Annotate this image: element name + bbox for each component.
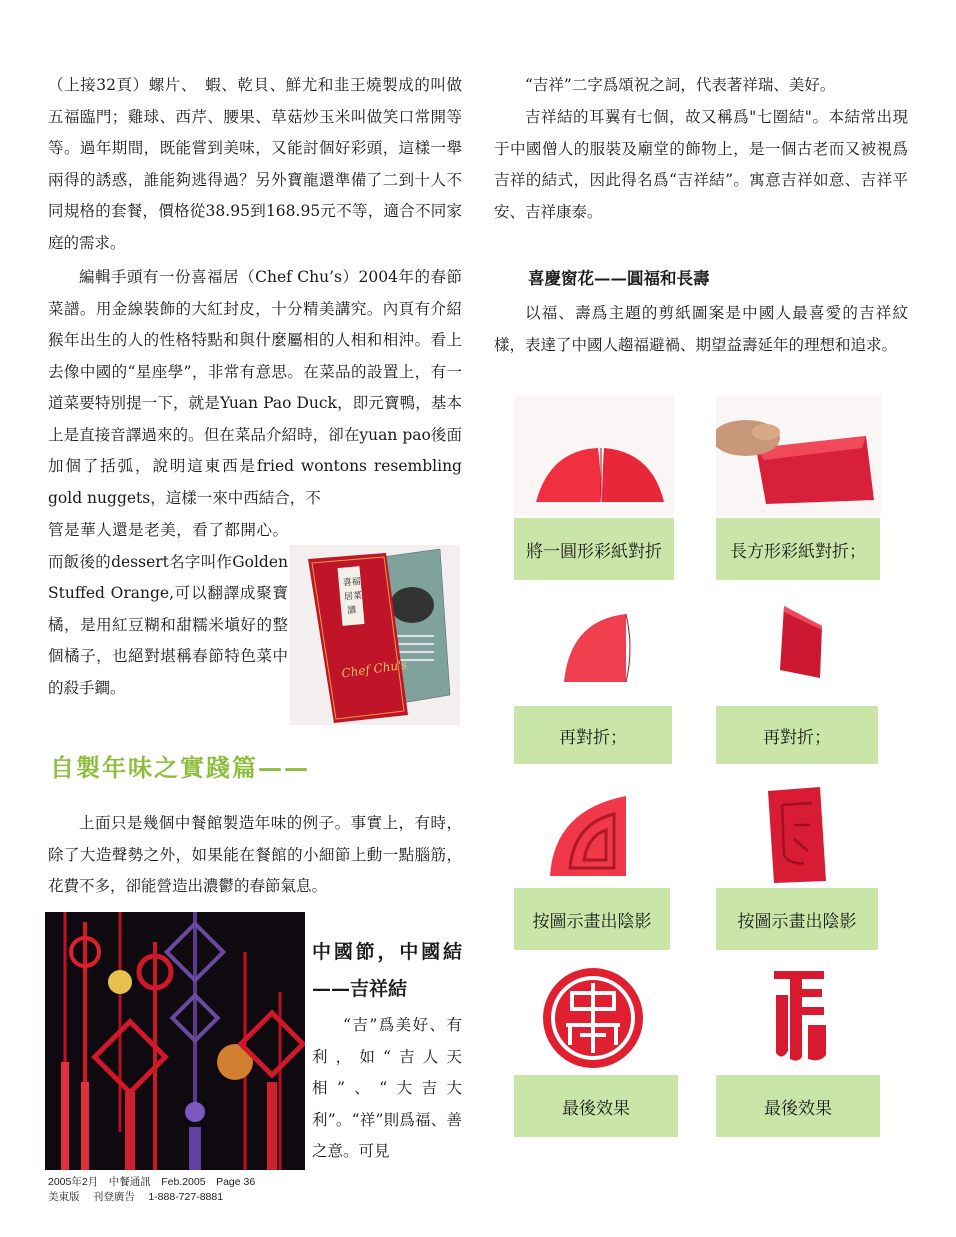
practice-paragraph: 上面只是幾個中餐館製造年味的例子。事實上，有時，除了大造聲勢之外，如果能在餐館的小細節上動一點腦筋，花費不多，卻能營造出濃鬱的春節氣息。 <box>48 814 462 895</box>
knot-paragraph: “吉”爲美好、有利，如“吉人天相”、“大吉大利”。“祥”則爲福、善之意。可見 <box>312 1016 462 1160</box>
page-footer <box>48 1175 255 1205</box>
step2-left-image <box>560 608 660 688</box>
step1-left-image <box>530 440 670 510</box>
step1-left-caption: 將一圓形彩紙對折 <box>514 518 674 580</box>
menu-paragraph-wrap: 管是華人還是老美，看了都開心。而飯後的dessert名字叫作Golden Stuffed Orange,可以翻譯成聚寶橘，是用紅豆糊和甜糯米塡好的整個橘子，也絕對堪稱春節特色菜中的殺手鐧。 <box>48 521 288 697</box>
step4-right-caption: 最後效果 <box>716 1075 880 1137</box>
menu-cover-title: 喜福 <box>342 577 362 589</box>
section-title: 自製年味之實踐篇—— <box>50 753 310 782</box>
step2-right-caption: 再對折； <box>716 706 878 764</box>
step3-left-caption: 按圖示畫出陰影 <box>514 888 670 950</box>
chinese-knots-photo <box>45 912 305 1170</box>
auspicious-paragraph: “吉祥”二字爲頌祝之詞，代表著祥瑞、美好。 <box>525 76 836 94</box>
step3-right-caption: 按圖示畫出陰影 <box>716 888 878 950</box>
papercut-paragraph: 以福、壽爲主題的剪紙圖案是中國人最喜愛的吉祥紋樣，表達了中國人趨福避禍、期望益壽延年的理想和追求。 <box>494 304 908 354</box>
menu-cover-brand: Chef Chu's <box>340 657 409 681</box>
papercut-heading: 喜慶窗花——圓福和長壽 <box>528 269 710 288</box>
step3-right-image <box>760 785 832 885</box>
fu-papercut-result <box>540 965 646 1071</box>
intro-paragraph: （上接32頁）螺片、 蝦、乾貝、鮮尤和韭王燒製成的叫做五福臨門；雞球、西芹、腰果、草菇炒玉米叫做笑口常開等等。過年期間，既能嘗到美味，又能討個好彩頭，這樣一舉兩得的誘惑，誰能夠逃得過？另外寶龍還準備了二到十人不同規格的套餐，價格從38.95到168.95元不等，適合不同家庭的需求。 <box>48 76 462 252</box>
shou-papercut-result <box>768 965 830 1065</box>
menu-photo <box>290 545 460 725</box>
footer-advert: 美東版 刊登廣告 1-888-727-8881 <box>48 1191 224 1203</box>
svg-text:譜: 譜 <box>346 605 357 617</box>
step1-right-image <box>716 408 878 504</box>
step3-left-image <box>540 790 660 882</box>
step4-left-caption: 最後效果 <box>514 1075 678 1137</box>
footer-issue: 2005年2月 中餐通訊 Feb.2005 Page 36 <box>48 1176 256 1188</box>
svg-text:居菜: 居菜 <box>343 591 363 603</box>
knot-title: 中國節，中國結——吉祥結 <box>312 941 462 1000</box>
seven-loop-paragraph: 吉祥結的耳翼有七個，故又稱爲"七圈結"。本結常出現于中國僧人的服裝及廟堂的飾物上，是一個古老而又被視爲吉祥的結式，因此得名爲“吉祥結”。寓意吉祥如意、吉祥平安、吉祥康泰。 <box>494 108 908 221</box>
step2-left-caption: 再對折； <box>514 706 672 764</box>
menu-paragraph: 編輯手頭有一份喜福居（Chef Chu’s）2004年的春節菜譜。用金線裝飾的大紅封皮，十分精美講究。內頁有介紹猴年出生的人的性格特點和與什麼屬相的人相和相沖。看上去像中國的“星座學”，非常有意思。在菜品的設置上，有一道菜要特別提一下，就是Yuan Pao Duck，即元寶鴨，基本上是直接音譯過來的。但在菜品介紹時，卻在yuan pao後面加個了括弧，說明這東西是fried wontons resembling gold nuggets，這樣一來中西結合，不 <box>48 268 462 507</box>
step1-right-caption: 長方形彩紙對折； <box>716 518 880 580</box>
step2-right-image <box>770 600 830 680</box>
